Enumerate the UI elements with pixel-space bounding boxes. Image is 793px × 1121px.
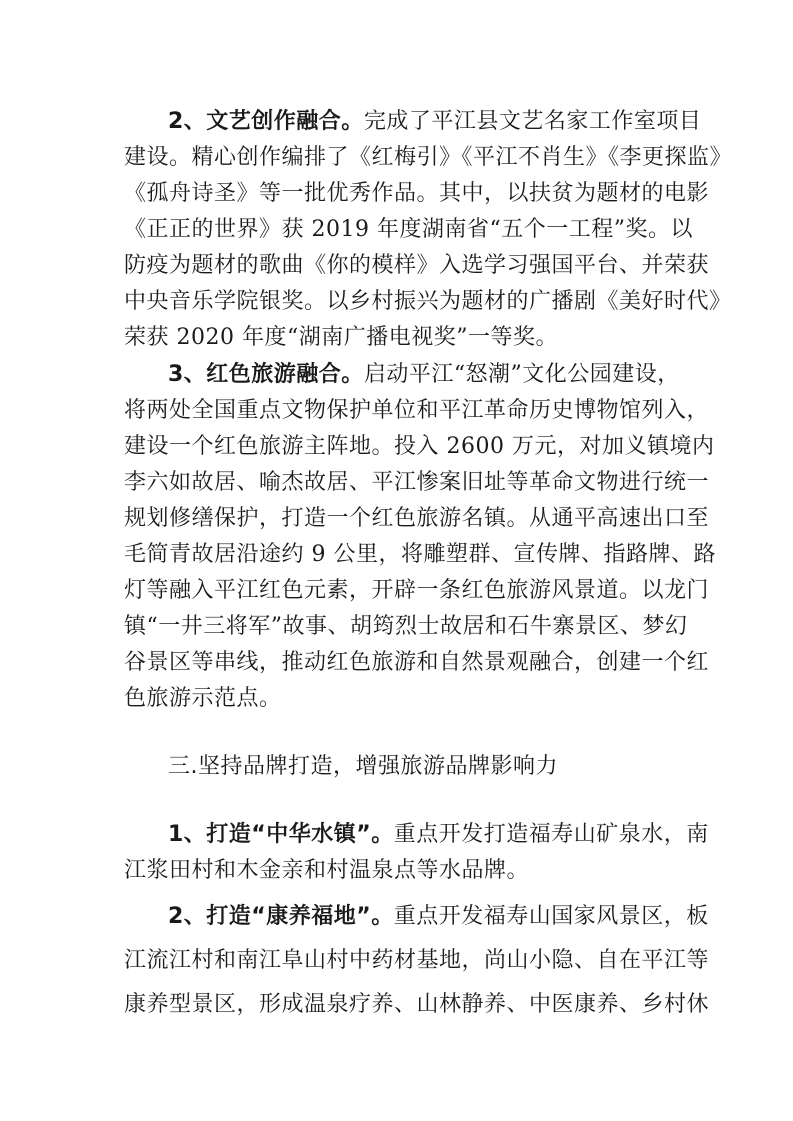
line-text: 启动平江“怒潮”文化公园建设， bbox=[363, 362, 680, 387]
item-heading: 1、打造“中华水镇”。 bbox=[168, 822, 394, 847]
line-text: 重点开发福寿山国家风景区，板 bbox=[393, 904, 709, 929]
paragraph-line: 防疫为题材的歌曲《你的模样》入选学习强国平台、并荣获 bbox=[124, 253, 710, 278]
paragraph-line: 建设。精心创作编排了《红梅引》《平江不肖生》《李更探监》 bbox=[124, 145, 733, 170]
paragraph-line bbox=[168, 355, 680, 395]
section-heading: 三.坚持品牌打造，增强旅游品牌影响力 bbox=[168, 754, 558, 779]
item-heading: 3、红色旅游融合。 bbox=[168, 362, 364, 387]
paragraph-line: 江浆田村和木金亲和村温泉点等水品牌。 bbox=[124, 858, 530, 883]
paragraph-line: 毛简青故居沿途约 9 公里，将雕塑群、宣传牌、指路牌、路 bbox=[124, 542, 716, 567]
paragraph-line: 《正正的世界》获 2019 年度湖南省“五个一工程”奖。以 bbox=[124, 217, 693, 242]
paragraph-line bbox=[168, 102, 701, 142]
paragraph-line: 规划修缮保护，打造一个红色旅游名镇。从通平高速出口至 bbox=[124, 506, 710, 531]
paragraph-line: 《孤舟诗圣》等一批优秀作品。其中，以扶贫为题材的电影 bbox=[124, 181, 710, 206]
paragraph-line: 建设一个红色旅游主阵地。投入 2600 万元，对加义镇境内 bbox=[124, 434, 715, 459]
line-text: 完成了平江县文艺名家工作室项目 bbox=[363, 109, 702, 134]
line-text: 重点开发打造福寿山矿泉水，南 bbox=[393, 822, 709, 847]
paragraph-line: 中央音乐学院银奖。以乡村振兴为题材的广播剧《美好时代》 bbox=[124, 289, 732, 314]
paragraph-line: 色旅游示范点。 bbox=[124, 686, 282, 711]
paragraph-line bbox=[168, 815, 709, 855]
paragraph-line: 灯等融入平江红色元素，开辟一条红色旅游风景道。以龙门 bbox=[124, 578, 710, 603]
paragraph-line: 江流江村和南江阜山村中药材基地，尚山小隐、自在平江等 bbox=[124, 948, 710, 973]
paragraph-line: 镇“一井三将军”故事、胡筠烈士故居和石牛寨景区、梦幻 bbox=[124, 614, 688, 639]
item-heading: 2、打造“康养福地”。 bbox=[168, 904, 394, 929]
paragraph-line: 荣获 2020 年度“湖南广播电视奖”一等奖。 bbox=[124, 325, 558, 350]
paragraph-line: 康养型景区，形成温泉疗养、山林静养、中医康养、乡村休 bbox=[124, 992, 710, 1017]
paragraph-line bbox=[168, 897, 709, 937]
item-heading: 2、文艺创作融合。 bbox=[168, 109, 364, 134]
paragraph-line: 李六如故居、喻杰故居、平江惨案旧址等革命文物进行统一 bbox=[124, 470, 710, 495]
paragraph-line: 谷景区等串线，推动红色旅游和自然景观融合，创建一个红 bbox=[124, 650, 710, 675]
paragraph-line: 将两处全国重点文物保护单位和平江革命历史博物馆列入， bbox=[124, 398, 710, 423]
